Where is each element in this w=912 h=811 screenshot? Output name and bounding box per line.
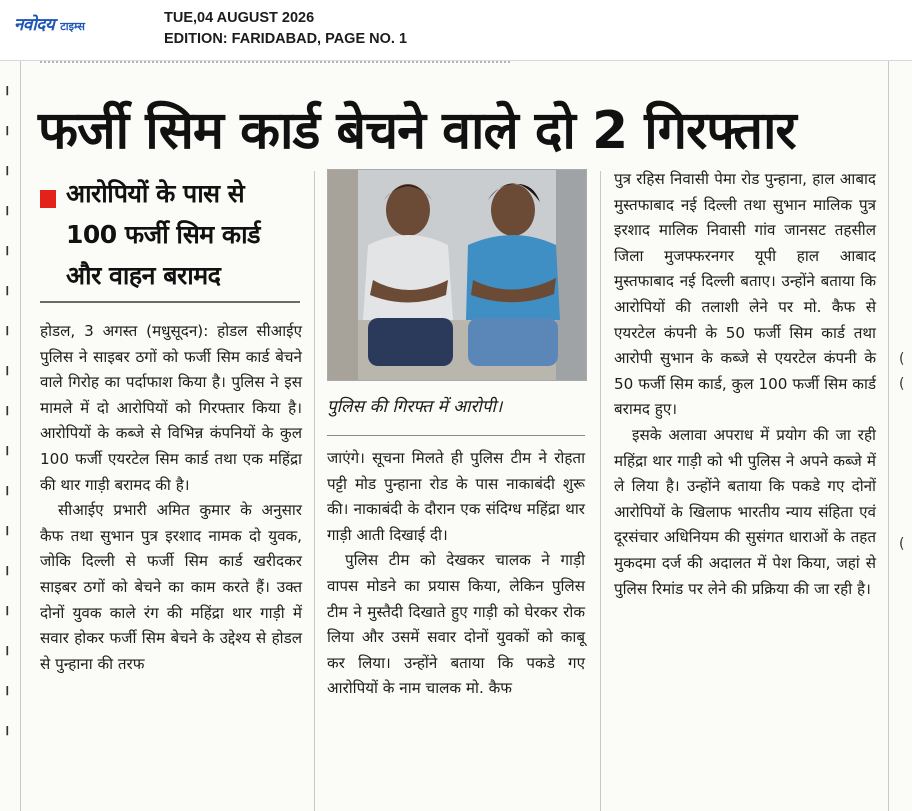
paragraph: जाएंगे। सूचना मिलते ही पुलिस टीम ने रोहता पट्टी मोड पुन्हाना रोड के पास नाकाबंदी शुरू की। नाकाबंदी के दौरान एक संदिग्ध महिंद्रा थार गाड़ी आती दिखाई दी। [327, 449, 585, 544]
paragraph: पुत्र रहिस निवासी पेमा रोड पुन्हाना, हाल आबाद मुस्तफाबाद नई दिल्ली तथा सुभान मालिक पुत्र इरशाद मालिक निवासी गांव जानसट तहसील जिला मुजफ्फरनगर यूपी हाल आबाद मुस्तफाबाद नई दिल्ली बताए। उन्होंने बताया कि आरोपियों की तलाशी लेने पर मो. कैफ से एयरटेल कंपनी के 50 फर्जी सिम कार्ड तथा आरोपी सुभान के कब्जे से एयरटेल कंपनी के 50 फर्जी सिम कार्ड, कुल 100 फर्जी सिम कार्ड बरामद हुए। [614, 170, 876, 419]
masthead-bar [0, 0, 912, 61]
newspaper-logo[interactable] [14, 12, 85, 34]
paragraph: इसके अलावा अपराध में प्रयोग की जा रही महिंद्रा थार गाड़ी को भी पुलिस ने अपने कब्जे में ले लिया है। उन्होंने बताया कि पकडे गए दोनों आरोपियों के खिलाफ भारतीय न्याय संहिता एवं दूरसंचार अधिनियम की सुसंगत धाराओं के तहत मुकदमा दर्ज की अदालत में पेश किया, जहां से पुलिस रिमांड पर लेने की प्रक्रिया की जा रही है। [614, 425, 876, 598]
article-column-1 [40, 319, 302, 677]
edition-page: EDITION: FARIDABAD, PAGE NO. 1 [164, 31, 408, 47]
photo-caption: पुलिस की गिरफ्त में आरोपी। [327, 397, 503, 417]
paragraph: सीआईए प्रभारी अमित कुमार के अनुसार कैफ तथा सुभान पुत्र इरशाद नामक दो युवक, जोकि दिल्ली से फर्जी सिम कार्ड खरीदकर साइबर ठगों को बेचने का काम करते हैं। उक्त दोनों युवक काले रंग की महिंद्रा थार गाड़ी में सवार होकर फर्जी सिम बेचने के उद्देश्य से होडल से पुन्हाना की तरफ [40, 501, 302, 673]
logo-sub-text: टाइम्स [60, 20, 85, 33]
article-headline: फर्जी सिम कार्ड बेचने वाले दो 2 गिरफ्तार [38, 101, 796, 161]
photo-image [328, 170, 586, 380]
article-column-2 [327, 446, 585, 702]
clipped-text-remnant [40, 61, 510, 69]
issue-date: TUE,04 AUGUST 2026 [164, 10, 315, 26]
newspaper-clipping [0, 61, 912, 811]
adjacent-column-left: । । । । । । । । । । । । । । । । । [0, 61, 21, 811]
red-bullet-icon [40, 190, 56, 208]
subheading-text: आरोपियों के पास से 100 फर्जी सिम कार्ड और वाहन बरामद [66, 179, 260, 290]
paragraph: होडल, 3 अगस्त (मधुसूदन): होडल सीआईए पुलिस ने साइबर ठगों को फर्जी सिम कार्ड बेचने वाले गिरोह का पर्दाफाश किया है। पुलिस ने इस मामले में दो आरोपियों को गिरफ्तार किया है। आरोपियों के कब्जे से विभिन्न कंपनियों के कुल 100 फर्जी एयरटेल सिम कार्ड तथा एक महिंद्रा की थार गाड़ी बरामद की है। [40, 322, 302, 494]
paragraph: पुलिस टीम को देखकर चालक ने गाड़ी वापस मोडने का प्रयास किया, लेकिन पुलिस टीम ने मुस्तैदी दिखाते हुए गाड़ी को घेरकर रोक लिया और उसमें सवार दोनों युवकों को काबू कर लिया। उन्होंने बताया कि पकडे गए आरोपियों के नाम चालक मो. कैफ [327, 551, 585, 698]
article-subheading [40, 173, 302, 298]
article-column-3 [614, 167, 876, 602]
column-divider [600, 171, 601, 811]
subheading-divider [40, 301, 300, 303]
column-divider [314, 171, 315, 811]
caption-divider [327, 435, 585, 436]
issue-meta [164, 8, 407, 50]
accused-photo[interactable] [327, 169, 587, 381]
adjacent-column-right: ( ( ( [888, 61, 912, 811]
logo-main-text: नवोदय [14, 15, 55, 35]
